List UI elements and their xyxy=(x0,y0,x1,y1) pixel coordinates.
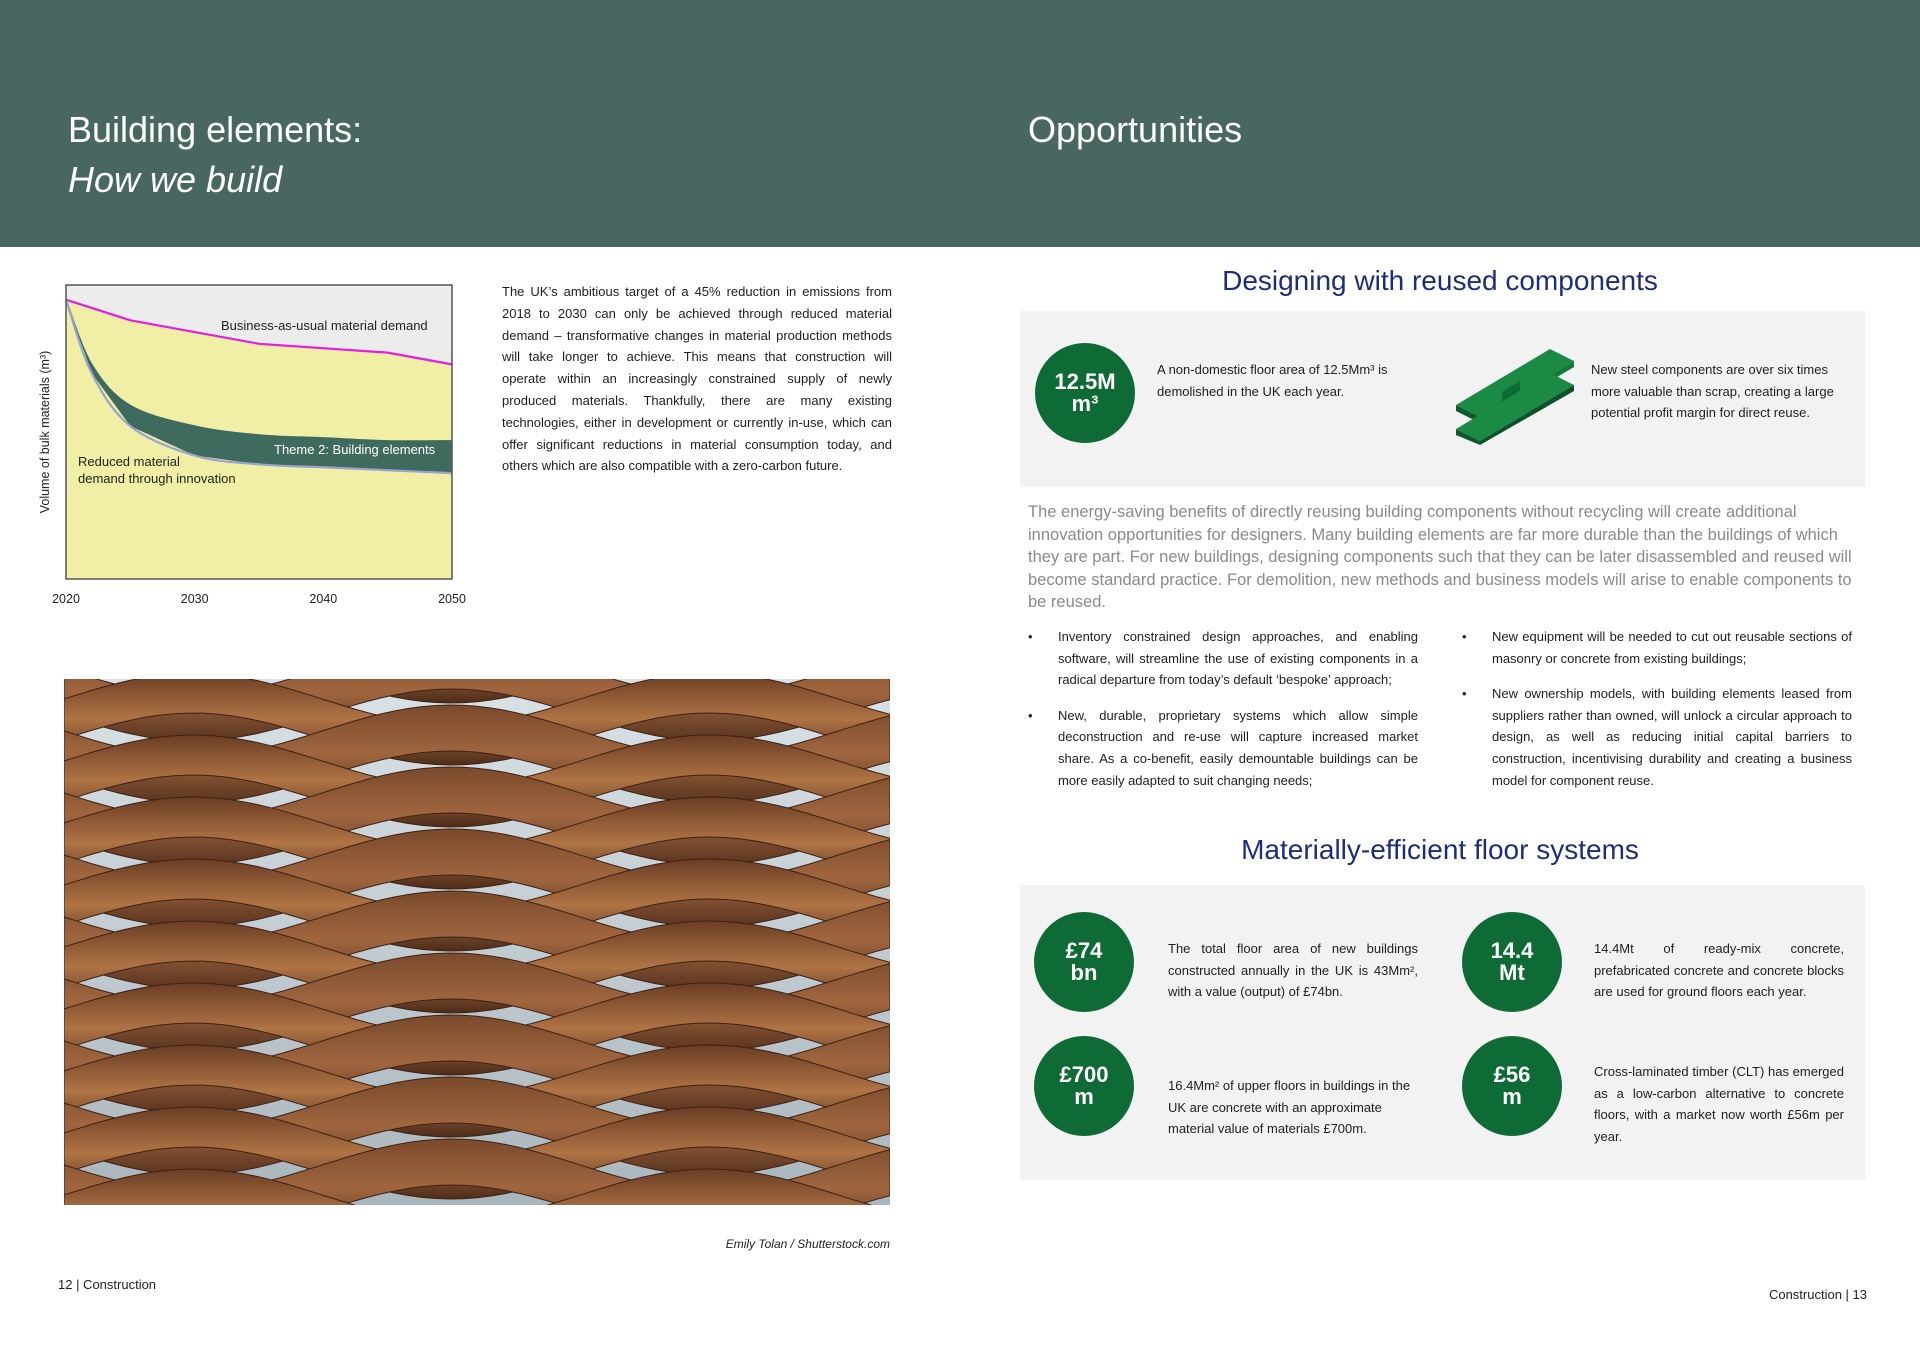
bullets-left xyxy=(1028,626,1418,805)
bullet-item xyxy=(1028,626,1418,691)
stat-circle-upper-floors xyxy=(1034,1036,1134,1136)
bullet-text: New equipment will be needed to cut out reusable sections of masonry or concrete from existing buildings; xyxy=(1492,629,1852,666)
stat-text-floor-area: A non-domestic floor area of 12.5Mm³ is demolished in the UK each year. xyxy=(1157,362,1388,399)
left-page-title: Building elements: xyxy=(68,109,363,150)
stat-value: £700 xyxy=(1059,1062,1109,1087)
stat-circle-new-floor-value xyxy=(1034,912,1134,1012)
stat-value: £56 xyxy=(1493,1062,1531,1087)
bullet-dot: • xyxy=(1028,629,1033,644)
stat-circle-ground-floor-concrete xyxy=(1462,912,1562,1012)
bullet-dot: • xyxy=(1028,707,1033,723)
floors-heading: Materially-efficient floor systems xyxy=(1241,834,1639,865)
bullet-item xyxy=(1462,626,1852,669)
bullet-dot: • xyxy=(1462,629,1467,644)
chart-svg xyxy=(22,270,472,620)
beam-text: New steel components are over six times more valuable than scrap, creating a large potential profit margin for direct reuse. xyxy=(1591,362,1834,420)
right-page-number: Construction | 13 xyxy=(1768,1287,1867,1302)
stat-text-ground-floor-concrete: 14.4Mt of ready-mix concrete, prefabricated concrete and concrete blocks are used for ground floors each year. xyxy=(1594,941,1844,999)
right-page-title: Opportunities xyxy=(1028,109,1243,150)
stat-text-new-floor-value: The total floor area of new buildings constructed annually in the UK is 43Mm², with a value (output) of £74bn. xyxy=(1168,941,1418,999)
photo-credit: Emily Tolan / Shutterstock.com xyxy=(725,1237,890,1251)
stat-unit: Mt xyxy=(1499,960,1525,985)
reuse-intro: The energy-saving benefits of directly reusing building components without recycling will create additional innovation opportunities for designers. Many building elements are far more durable than the buildings of which they are part. For new buildings, designing components such that they can be later disassembled and reused will become standard practice. For demolition, new methods and business models will arise to enable components to be reused. xyxy=(1028,503,1852,612)
stat-value: 12.5M xyxy=(1054,369,1116,394)
bullet-text: Inventory constrained design approaches, and enabling software, will streamline the use of existing components in a radical departure from today’s default ‘bespoke’ approach; xyxy=(1058,629,1418,688)
bau-annotation: Business-as-usual material demand xyxy=(221,318,428,333)
bullet-text: New ownership models, with building elements leased from suppliers rather than owned, will unlock a circular approach to design, as well as reducing initial capital barriers to construction, incentivising durability and creating a business model for component reuse. xyxy=(1492,686,1852,788)
stat-value: 14.4 xyxy=(1490,938,1534,963)
x-tick-label: 2020 xyxy=(52,592,80,606)
reduced-annotation-line2: demand through innovation xyxy=(78,471,236,486)
material-demand-chart xyxy=(22,270,472,620)
timber-lattice-illustration xyxy=(64,679,890,1205)
left-page-subtitle: How we build xyxy=(68,159,283,200)
x-tick-label: 2050 xyxy=(438,592,466,606)
woven-timber-lattice-photo xyxy=(64,679,890,1205)
y-axis-label: Volume of bulk materials (m³) xyxy=(38,350,52,514)
reuse-heading: Designing with reused components xyxy=(1222,265,1658,296)
stat-unit: m xyxy=(1074,1084,1094,1109)
stat-text-clt-market: Cross-laminated timber (CLT) has emerged as a low-carbon alternative to concrete floors, with a market now worth £56m per year. xyxy=(1594,1064,1844,1144)
stat-text-upper-floors: 16.4Mm² of upper floors in buildings in the UK are concrete with an approximate material value of materials £700m. xyxy=(1168,1078,1411,1136)
bullet-dot: • xyxy=(1462,686,1467,702)
left-body-text: The UK’s ambitious target of a 45% reduction in emissions from 2018 to 2030 can only be achieved through reduced material demand – transformative changes in material production methods will take longer to achieve. This means that construction will operate within an increasingly constrained supply of newly produced materials. Thankfully, there are many existing technologies, either in development or currently in-use, which can offer significant reductions in material consumption today, and others which are also compatible with a zero-carbon future. xyxy=(502,284,892,474)
reduced-annotation-line1: Reduced material xyxy=(78,454,180,469)
bullets-right xyxy=(1462,626,1852,805)
stat-circle-clt-market xyxy=(1462,1036,1562,1136)
stat-circle-floor-area xyxy=(1035,343,1135,443)
bullet-text: New, durable, proprietary systems which allow simple deconstruction and re-use will capture increased market share. As a co-benefit, easily demountable buildings can be more easily adapted to suit changing needs; xyxy=(1058,707,1418,788)
stat-value: £74 xyxy=(1065,938,1103,963)
bullet-item xyxy=(1462,683,1852,791)
x-tick-labels xyxy=(52,592,466,606)
bullet-item xyxy=(1028,705,1418,791)
left-page-number: 12 | Construction xyxy=(58,1277,157,1292)
stat-unit: m³ xyxy=(1071,391,1099,416)
theme-annotation: Theme 2: Building elements xyxy=(274,442,436,457)
stat-unit: bn xyxy=(1070,960,1098,985)
steel-beam-icon xyxy=(1450,345,1580,445)
stat-unit: m xyxy=(1502,1084,1522,1109)
x-tick-label: 2030 xyxy=(180,592,209,606)
x-tick-label: 2040 xyxy=(309,592,338,606)
